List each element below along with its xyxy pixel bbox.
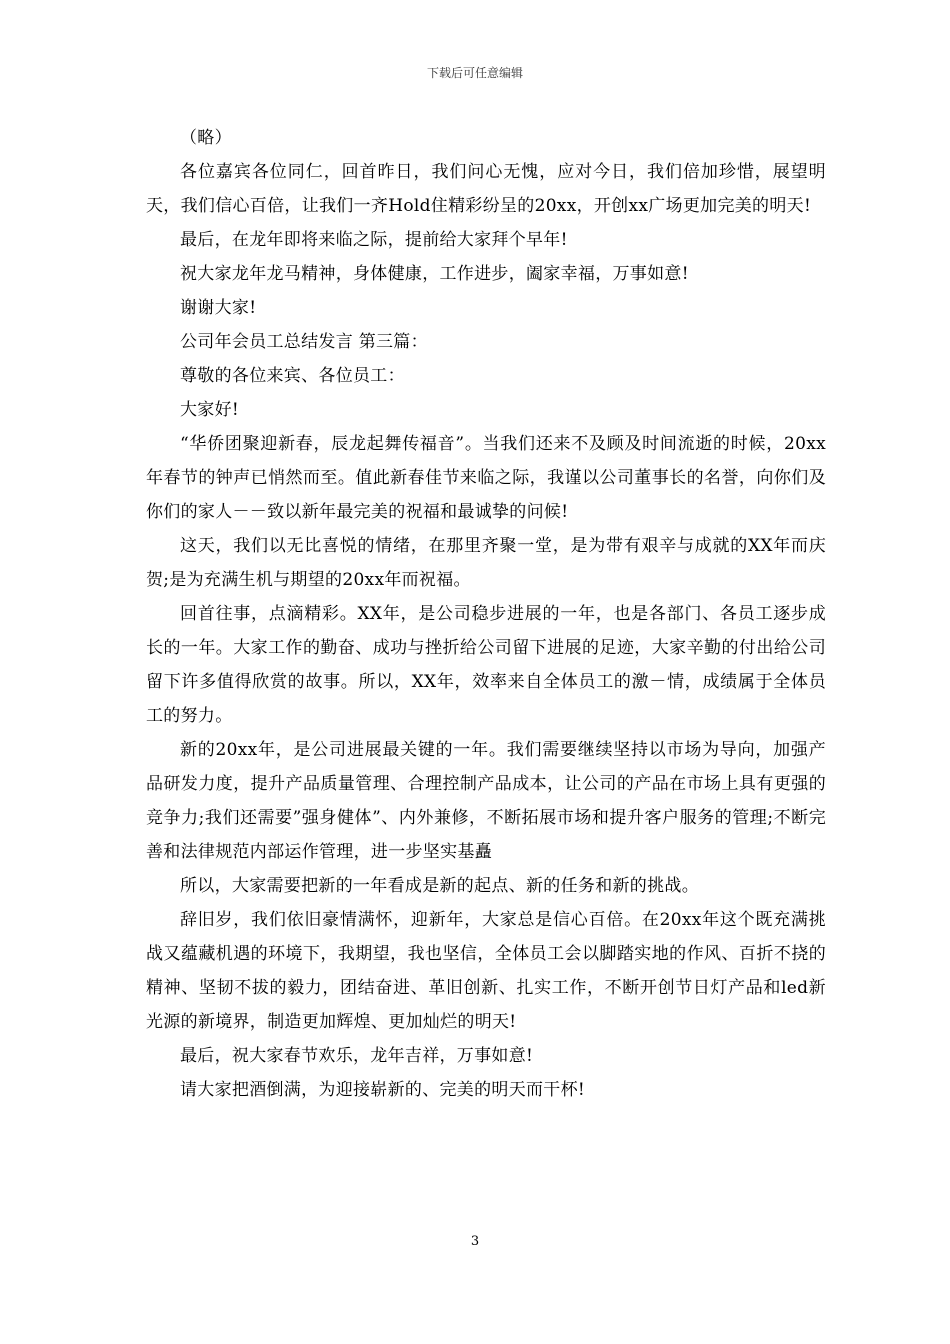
paragraph: 谢谢大家! bbox=[180, 298, 257, 318]
paragraph: 新的20xx年，是公司进展最关键的一年。我们需要继续坚持以市场为导向，加强产品研发力度，提升产品质量管理、合理控制产品成本，让公司的产品在市场上具有更强的竞争力;我们还需要”强身健体”、内外兼修，不断拓展市场和提升客户服务的管理;不断完善和法律规范内部运作管理，进一步坚实基矗 bbox=[146, 740, 826, 862]
paragraph: 这天，我们以无比喜悦的情绪，在那里齐聚一堂，是为带有艰辛与成就的XX年而庆贺;是为充满生机与期望的20xx年而祝福。 bbox=[146, 536, 826, 590]
paragraph: “华侨团聚迎新春，辰龙起舞传福音”。当我们还来不及顾及时间流逝的时候，20xx年春节的钟声已悄然而至。值此新春佳节来临之际，我谨以公司董事长的名誉，向你们及你们的家人－－致以新年最完美的祝福和最诚挚的问候! bbox=[146, 434, 826, 522]
paragraph: 最后，在龙年即将来临之际，提前给大家拜个早年! bbox=[180, 230, 568, 250]
page-header: 下载后可任意编辑 bbox=[426, 66, 523, 80]
greeting: 大家好! bbox=[180, 400, 240, 420]
document-body bbox=[146, 121, 826, 1107]
paragraph: 各位嘉宾各位同仁，回首昨日，我们问心无愧，应对今日，我们倍加珍惜，展望明天，我们信心百倍，让我们一齐Hold住精彩纷呈的20xx，开创xx广场更加完美的明天! bbox=[146, 162, 826, 216]
paragraph: 回首往事，点滴精彩。XX年，是公司稳步进展的一年，也是各部门、各员工逐步成长的一年。大家工作的勤奋、成功与挫折给公司留下进展的足迹，大家辛勤的付出给公司留下许多值得欣赏的故事。所以，XX年，效率来自全体员工的激－情，成绩属于全体员工的努力。 bbox=[146, 604, 826, 726]
page-number: 3 bbox=[470, 1234, 480, 1249]
paragraph: 所以，大家需要把新的一年看成是新的起点、新的任务和新的挑战。 bbox=[180, 876, 699, 896]
paragraph: 祝大家龙年龙马精神，身体健康，工作进步，阖家幸福，万事如意! bbox=[180, 264, 689, 284]
paragraph-omitted: （略） bbox=[180, 128, 232, 148]
paragraph: 辞旧岁，我们依旧豪情满怀，迎新年，大家总是信心百倍。在20xx年这个既充满挑战又蕴藏机遇的环境下，我期望，我也坚信，全体员工会以脚踏实地的作风、百折不挠的精神、坚韧不拔的毅力，团结奋进、革旧创新、扎实工作，不断开创节日灯产品和led新光源的新境界，制造更加辉煌、更加灿烂的明天! bbox=[146, 910, 826, 1032]
section-heading: 公司年会员工总结发言 第三篇： bbox=[180, 332, 428, 352]
salutation: 尊敬的各位来宾、各位员工： bbox=[180, 366, 405, 386]
paragraph: 请大家把酒倒满，为迎接崭新的、完美的明天而干杯! bbox=[180, 1080, 586, 1100]
paragraph: 最后，祝大家春节欢乐，龙年吉祥，万事如意! bbox=[180, 1046, 534, 1066]
